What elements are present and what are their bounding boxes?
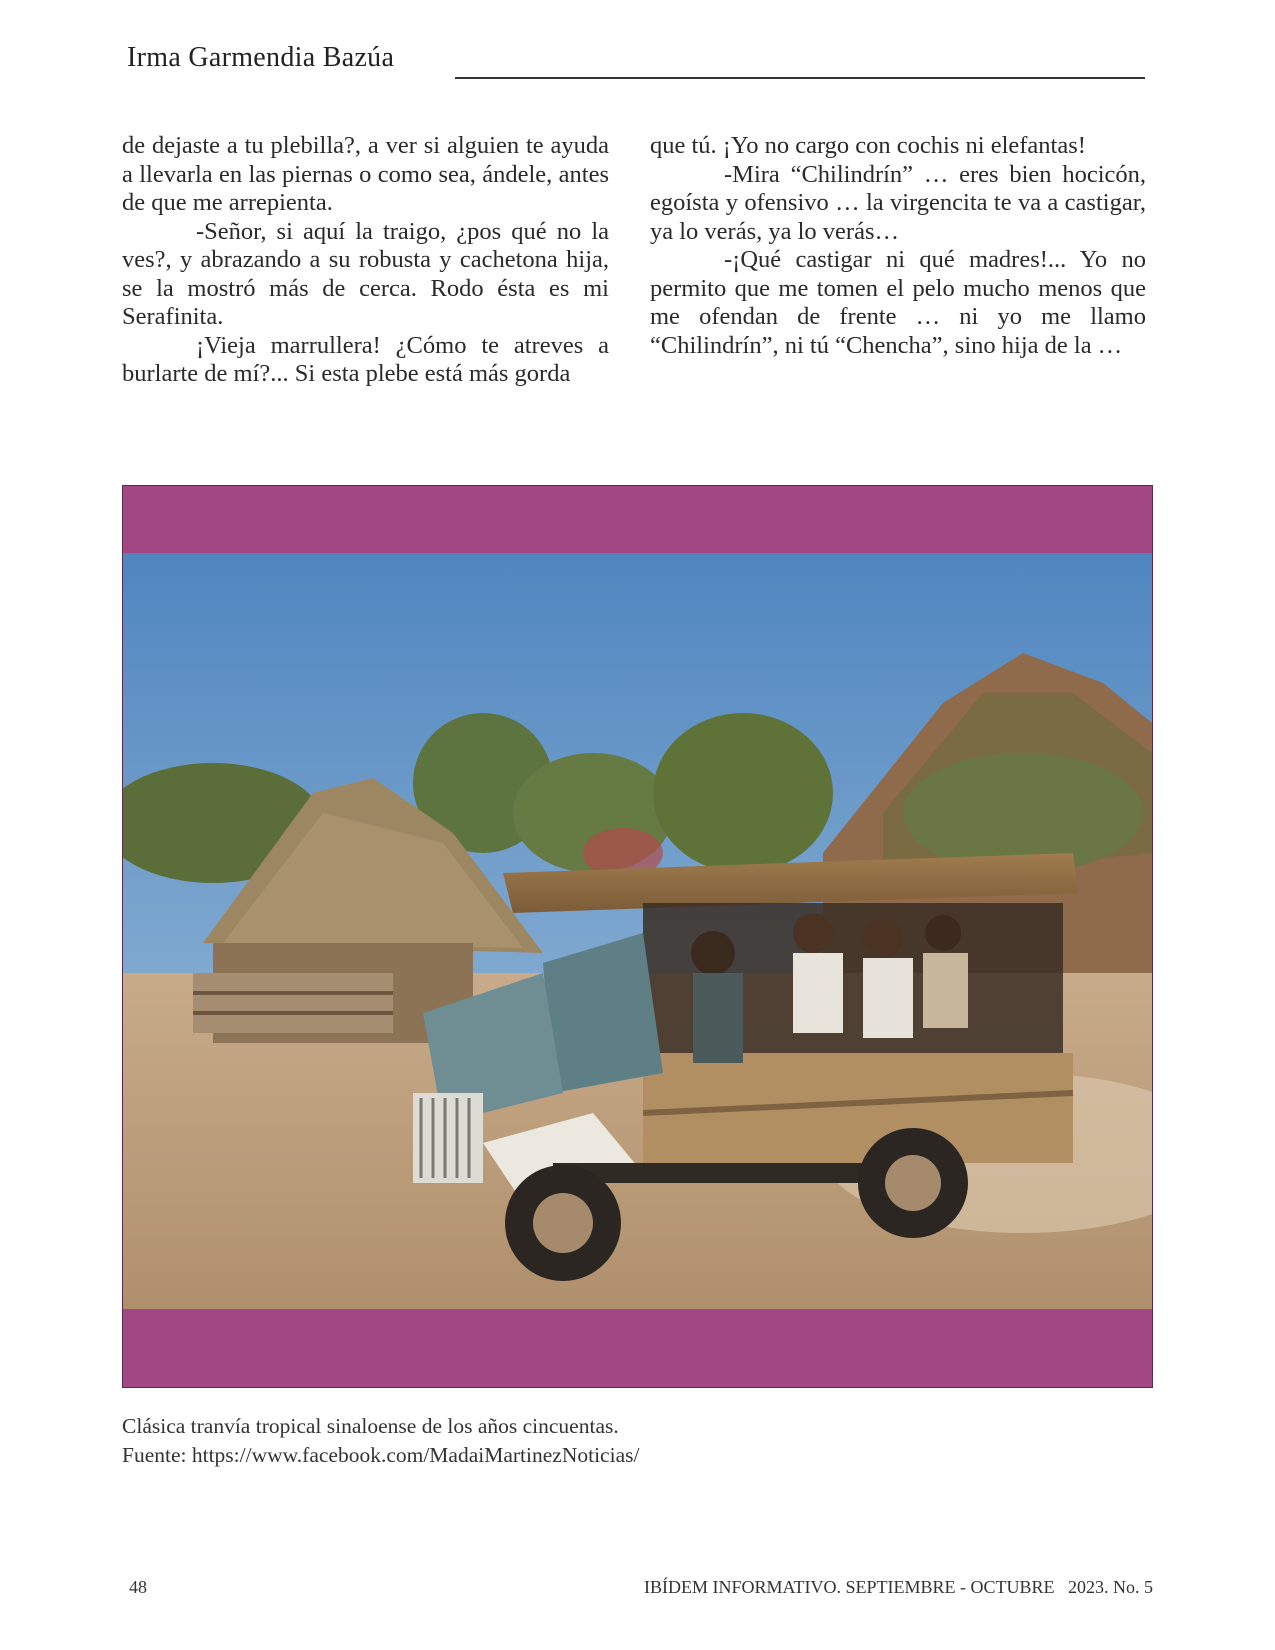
paragraph: que tú. ¡Yo no cargo con cochis ni elefantas! bbox=[650, 132, 1086, 159]
journal-footer: IBÍDEM INFORMATIVO. SEPTIEMBRE - OCTUBRE 2023. No. 5 bbox=[643, 1577, 1153, 1597]
header-rule bbox=[455, 77, 1145, 79]
paragraph: de dejaste a tu plebilla?, a ver si alguien te ayuda a llevarla en las piernas o como sea, ándele, antes de que me arrepienta. bbox=[122, 132, 609, 216]
truck-photo bbox=[123, 553, 1152, 1309]
page-header-author: Irma Garmendia Bazúa bbox=[127, 42, 395, 73]
figure-caption bbox=[122, 1412, 639, 1470]
paragraph: -¡Qué castigar ni qué madres!... Yo no permito que me tomen el pelo mucho menos que me ofendan de frente … ni yo me llamo “Chilindrín”, ni tú “Chencha”, sino hija de la … bbox=[650, 246, 1146, 359]
text-column-right bbox=[650, 132, 1146, 360]
paragraph: -Mira “Chilindrín” … eres bien hocicón, egoísta y ofensivo … la virgencita te va a castigar, ya lo verás, ya lo verás… bbox=[650, 160, 1146, 245]
paragraph: -Señor, si aquí la traigo, ¿pos qué no la ves?, y abrazando a su robusta y cachetona hija, se la mostró más de cerca. Rodo ésta es mi Serafinita. bbox=[122, 217, 609, 330]
caption-title: Clásica tranvía tropical sinaloense de los años cincuentas. bbox=[122, 1414, 619, 1438]
page-number: 48 bbox=[129, 1577, 147, 1597]
photo-figure bbox=[122, 485, 1153, 1388]
caption-source: Fuente: https://www.facebook.com/MadaiMartinezNoticias/ bbox=[122, 1443, 640, 1467]
text-column-left bbox=[122, 132, 609, 389]
paragraph: ¡Vieja marrullera! ¿Cómo te atreves a burlarte de mí?... Si esta plebe está más gorda bbox=[122, 331, 609, 387]
